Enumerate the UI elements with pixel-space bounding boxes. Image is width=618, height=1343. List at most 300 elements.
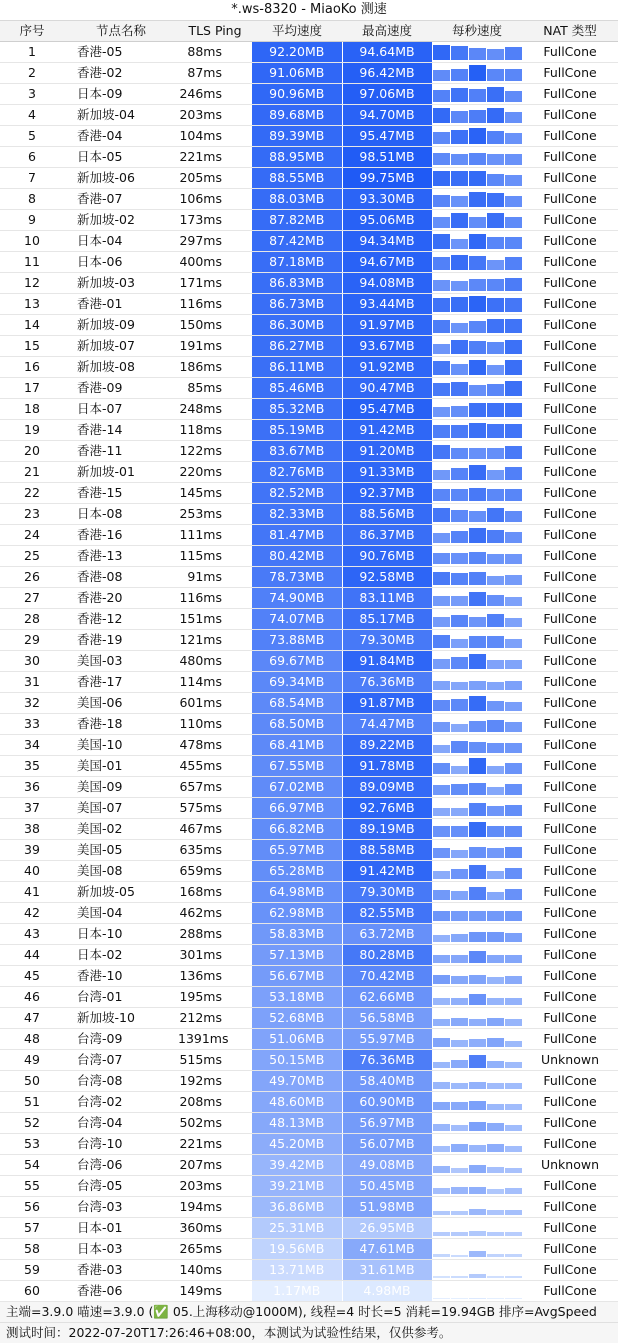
table-row[interactable]	[0, 1071, 618, 1092]
row-nat-type: FullCone	[522, 1092, 618, 1113]
table-row[interactable]	[0, 567, 618, 588]
per-second-bar	[487, 470, 505, 480]
per-second-bar	[469, 153, 487, 165]
row-index: 7	[0, 168, 64, 189]
row-nat-type: FullCone	[522, 294, 618, 315]
row-index: 19	[0, 420, 64, 441]
per-second-bar	[469, 1209, 487, 1215]
row-per-second-speed	[432, 777, 522, 798]
per-second-bar	[505, 217, 523, 228]
per-second-bar	[451, 657, 469, 669]
per-second-bar	[505, 784, 523, 795]
row-node-name: 美国-07	[64, 798, 178, 819]
table-row[interactable]	[0, 1134, 618, 1155]
row-max-speed: 91.20MB	[342, 441, 432, 462]
per-second-bar	[451, 891, 469, 900]
per-second-bar	[505, 91, 523, 102]
per-second-bar	[469, 592, 487, 606]
row-tls-ping: 151ms	[178, 609, 252, 630]
row-tls-ping: 253ms	[178, 504, 252, 525]
per-second-bar	[451, 1276, 469, 1278]
row-per-second-speed	[432, 273, 522, 294]
row-avg-speed: 74.90MB	[252, 588, 342, 609]
per-second-bar	[487, 174, 505, 186]
per-second-bar	[487, 636, 505, 648]
table-row[interactable]	[0, 1113, 618, 1134]
table-row[interactable]	[0, 1050, 618, 1071]
row-per-second-speed	[432, 819, 522, 840]
row-max-speed: 79.30MB	[342, 882, 432, 903]
per-second-bar	[433, 171, 451, 186]
row-tls-ping: 195ms	[178, 987, 252, 1008]
per-second-bar	[505, 112, 523, 123]
per-second-bar	[487, 955, 505, 963]
row-index: 48	[0, 1029, 64, 1050]
row-max-speed: 56.07MB	[342, 1134, 432, 1155]
row-node-name: 日本-09	[64, 84, 178, 105]
table-row[interactable]	[0, 672, 618, 693]
per-second-bar	[469, 721, 487, 732]
row-per-second-speed	[432, 945, 522, 966]
table-row[interactable]	[0, 231, 618, 252]
table-row[interactable]	[0, 987, 618, 1008]
row-max-speed: 91.87MB	[342, 693, 432, 714]
row-tls-ping: 220ms	[178, 462, 252, 483]
per-second-bar	[469, 171, 487, 186]
per-second-bar	[487, 319, 505, 333]
row-node-name: 新加坡-10	[64, 1008, 178, 1029]
row-nat-type: FullCone	[522, 105, 618, 126]
per-second-bar	[433, 745, 451, 753]
row-max-speed: 94.64MB	[342, 42, 432, 63]
table-row[interactable]	[0, 693, 618, 714]
row-node-name: 台湾-07	[64, 1050, 178, 1071]
per-second-bar	[487, 614, 505, 627]
per-second-bar	[451, 239, 469, 249]
table-row[interactable]	[0, 147, 618, 168]
row-index: 55	[0, 1176, 64, 1197]
row-tls-ping: 265ms	[178, 1239, 252, 1260]
per-second-bar	[487, 1144, 505, 1152]
table-row[interactable]	[0, 588, 618, 609]
per-second-bar	[487, 848, 505, 858]
row-node-name: 台湾-01	[64, 987, 178, 1008]
row-per-second-speed	[432, 840, 522, 861]
per-second-bar	[469, 1231, 487, 1236]
table-row[interactable]	[0, 882, 618, 903]
col-header-nat-type[interactable]: NAT 类型	[522, 21, 618, 42]
row-index: 6	[0, 147, 64, 168]
row-tls-ping: 659ms	[178, 861, 252, 882]
row-tls-ping: 207ms	[178, 1155, 252, 1176]
table-row[interactable]	[0, 714, 618, 735]
row-node-name: 香港-20	[64, 588, 178, 609]
table-row[interactable]	[0, 525, 618, 546]
row-node-name: 美国-10	[64, 735, 178, 756]
per-second-bar	[433, 234, 451, 249]
row-tls-ping: 136ms	[178, 966, 252, 987]
row-per-second-speed	[432, 357, 522, 378]
per-second-bar	[433, 1146, 451, 1152]
row-node-name: 美国-06	[64, 693, 178, 714]
row-nat-type: FullCone	[522, 966, 618, 987]
table-row[interactable]	[0, 1239, 618, 1260]
table-row[interactable]	[0, 1029, 618, 1050]
table-row[interactable]	[0, 903, 618, 924]
row-nat-type: FullCone	[522, 1239, 618, 1260]
row-max-speed: 82.55MB	[342, 903, 432, 924]
table-row[interactable]	[0, 462, 618, 483]
row-max-speed: 95.47MB	[342, 399, 432, 420]
table-row[interactable]	[0, 294, 618, 315]
row-nat-type: FullCone	[522, 126, 618, 147]
row-avg-speed: 83.67MB	[252, 441, 342, 462]
row-per-second-speed	[432, 1239, 522, 1260]
row-node-name: 香港-03	[64, 1260, 178, 1281]
col-header-max-speed[interactable]: 最高速度	[342, 21, 432, 42]
row-per-second-speed	[432, 1008, 522, 1029]
per-second-bar	[505, 1298, 523, 1299]
row-index: 37	[0, 798, 64, 819]
row-per-second-speed	[432, 231, 522, 252]
row-node-name: 香港-12	[64, 609, 178, 630]
per-second-bar	[469, 1274, 487, 1278]
per-second-bar	[469, 48, 487, 60]
per-second-bar	[451, 69, 469, 82]
row-index: 33	[0, 714, 64, 735]
table-row[interactable]	[0, 357, 618, 378]
per-second-bar	[505, 278, 523, 291]
row-avg-speed: 88.95MB	[252, 147, 342, 168]
table-row[interactable]	[0, 420, 618, 441]
per-second-bar	[451, 510, 469, 522]
table-row[interactable]	[0, 840, 618, 861]
row-tls-ping: 601ms	[178, 693, 252, 714]
row-tls-ping: 85ms	[178, 378, 252, 399]
table-row[interactable]	[0, 1155, 618, 1176]
table-row[interactable]	[0, 756, 618, 777]
row-nat-type: FullCone	[522, 924, 618, 945]
table-row[interactable]	[0, 609, 618, 630]
row-node-name: 日本-03	[64, 1239, 178, 1260]
table-row[interactable]	[0, 630, 618, 651]
row-max-speed: 97.06MB	[342, 84, 432, 105]
row-node-name: 美国-01	[64, 756, 178, 777]
table-row[interactable]	[0, 945, 618, 966]
row-avg-speed: 50.15MB	[252, 1050, 342, 1071]
table-row[interactable]	[0, 735, 618, 756]
table-row[interactable]	[0, 924, 618, 945]
table-row[interactable]	[0, 84, 618, 105]
per-second-bar	[451, 1018, 469, 1026]
row-avg-speed: 45.20MB	[252, 1134, 342, 1155]
table-row[interactable]	[0, 861, 618, 882]
table-row[interactable]	[0, 1218, 618, 1239]
per-second-bar	[505, 976, 523, 984]
per-second-bar	[505, 1210, 523, 1215]
table-row[interactable]	[0, 966, 618, 987]
per-second-bar	[433, 132, 451, 144]
per-second-bar	[505, 722, 523, 732]
per-second-bar	[469, 742, 487, 753]
row-tls-ping: 400ms	[178, 252, 252, 273]
speedtest-table	[0, 21, 618, 1302]
per-second-bar	[433, 383, 451, 397]
table-row[interactable]	[0, 504, 618, 525]
row-node-name: 香港-09	[64, 378, 178, 399]
per-second-bar	[487, 131, 505, 144]
row-index: 14	[0, 315, 64, 336]
row-avg-speed: 64.98MB	[252, 882, 342, 903]
row-nat-type: FullCone	[522, 840, 618, 861]
per-second-bar	[433, 1232, 451, 1236]
row-index: 60	[0, 1281, 64, 1302]
row-avg-speed: 66.82MB	[252, 819, 342, 840]
row-avg-speed: 89.39MB	[252, 126, 342, 147]
row-tls-ping: 191ms	[178, 336, 252, 357]
table-row[interactable]	[0, 168, 618, 189]
per-second-bar	[469, 488, 487, 501]
row-nat-type: FullCone	[522, 357, 618, 378]
per-second-bar	[469, 65, 487, 81]
row-per-second-speed	[432, 1134, 522, 1155]
row-nat-type: FullCone	[522, 483, 618, 504]
per-second-bar	[505, 597, 523, 606]
table-row[interactable]	[0, 1197, 618, 1218]
per-second-bar	[451, 682, 469, 690]
table-row[interactable]	[0, 798, 618, 819]
col-header-avg-speed[interactable]: 平均速度	[252, 21, 342, 42]
row-per-second-speed	[432, 105, 522, 126]
per-second-bar	[451, 699, 469, 711]
row-node-name: 香港-18	[64, 714, 178, 735]
per-second-bar	[487, 108, 505, 123]
per-second-bar	[469, 341, 487, 354]
row-node-name: 台湾-10	[64, 1134, 178, 1155]
per-second-bar	[469, 803, 487, 816]
per-second-bar	[505, 1276, 523, 1278]
table-row[interactable]	[0, 399, 618, 420]
per-second-bar	[451, 741, 469, 753]
row-nat-type: FullCone	[522, 1008, 618, 1029]
row-index: 3	[0, 84, 64, 105]
table-row[interactable]	[0, 819, 618, 840]
row-max-speed: 51.98MB	[342, 1197, 432, 1218]
col-header-tls-ping[interactable]: TLS Ping	[178, 21, 252, 42]
row-tls-ping: 104ms	[178, 126, 252, 147]
table-row[interactable]	[0, 441, 618, 462]
per-second-bar	[487, 1167, 505, 1173]
per-second-bar	[433, 826, 451, 837]
per-second-bar	[451, 596, 469, 606]
row-max-speed: 94.70MB	[342, 105, 432, 126]
row-per-second-speed	[432, 420, 522, 441]
table-row[interactable]	[0, 63, 618, 84]
row-nat-type: FullCone	[522, 315, 618, 336]
row-avg-speed: 48.60MB	[252, 1092, 342, 1113]
row-index: 13	[0, 294, 64, 315]
row-nat-type: FullCone	[522, 861, 618, 882]
table-row[interactable]	[0, 126, 618, 147]
table-row[interactable]	[0, 483, 618, 504]
per-second-bar	[469, 617, 487, 627]
table-row[interactable]	[0, 777, 618, 798]
row-index: 46	[0, 987, 64, 1008]
per-second-bar	[433, 617, 451, 627]
row-max-speed: 94.08MB	[342, 273, 432, 294]
table-row[interactable]	[0, 273, 618, 294]
row-tls-ping: 118ms	[178, 420, 252, 441]
row-index: 34	[0, 735, 64, 756]
row-node-name: 台湾-06	[64, 1155, 178, 1176]
per-second-bar	[433, 1038, 451, 1047]
col-header-node-name[interactable]: 节点名称	[64, 21, 178, 42]
table-row[interactable]	[0, 546, 618, 567]
row-max-speed: 91.92MB	[342, 357, 432, 378]
row-tls-ping: 575ms	[178, 798, 252, 819]
row-max-speed: 88.58MB	[342, 840, 432, 861]
row-nat-type: FullCone	[522, 504, 618, 525]
row-nat-type: FullCone	[522, 1260, 618, 1281]
table-row[interactable]	[0, 1281, 618, 1302]
row-avg-speed: 68.41MB	[252, 735, 342, 756]
per-second-bar	[505, 1168, 523, 1173]
row-tls-ping: 203ms	[178, 1176, 252, 1197]
row-max-speed: 90.76MB	[342, 546, 432, 567]
per-second-bar	[451, 448, 469, 459]
per-second-bar	[505, 257, 523, 270]
col-header-per-second-speed[interactable]: 每秒速度	[432, 21, 522, 42]
per-second-bar	[505, 319, 523, 333]
table-row[interactable]	[0, 42, 618, 63]
footer-summary: 主端=3.9.0 喵速=3.9.0 (✅ 05.上海移动@1000M), 线程=4 时长=5 消耗=19.94GB 排序=AvgSpeed	[0, 1302, 618, 1322]
per-second-bar	[451, 808, 469, 816]
row-nat-type: FullCone	[522, 693, 618, 714]
per-second-bar	[451, 1211, 469, 1215]
row-index: 44	[0, 945, 64, 966]
row-nat-type: FullCone	[522, 987, 618, 1008]
row-max-speed: 93.30MB	[342, 189, 432, 210]
row-max-speed: 93.67MB	[342, 336, 432, 357]
table-row[interactable]	[0, 336, 618, 357]
row-nat-type: FullCone	[522, 462, 618, 483]
row-tls-ping: 1391ms	[178, 1029, 252, 1050]
per-second-bar	[505, 298, 523, 312]
table-row[interactable]	[0, 1092, 618, 1113]
col-header-index[interactable]: 序号	[0, 21, 64, 42]
table-row[interactable]	[0, 252, 618, 273]
per-second-bar	[487, 365, 505, 375]
row-tls-ping: 168ms	[178, 882, 252, 903]
per-second-bar	[433, 596, 451, 606]
per-second-bar	[505, 1083, 523, 1089]
row-index: 53	[0, 1134, 64, 1155]
row-nat-type: FullCone	[522, 63, 618, 84]
row-max-speed: 89.09MB	[342, 777, 432, 798]
row-max-speed: 91.42MB	[342, 420, 432, 441]
per-second-bar	[433, 1254, 451, 1257]
row-node-name: 台湾-02	[64, 1092, 178, 1113]
per-second-bar	[469, 552, 487, 564]
per-second-bar	[433, 45, 451, 60]
row-avg-speed: 39.42MB	[252, 1155, 342, 1176]
per-second-bar	[451, 1102, 469, 1110]
row-max-speed: 76.36MB	[342, 672, 432, 693]
row-tls-ping: 515ms	[178, 1050, 252, 1071]
row-max-speed: 92.76MB	[342, 798, 432, 819]
row-node-name: 香港-15	[64, 483, 178, 504]
table-row[interactable]	[0, 105, 618, 126]
per-second-bar	[487, 892, 505, 900]
per-second-bar	[451, 1168, 469, 1173]
row-per-second-speed	[432, 588, 522, 609]
row-per-second-speed	[432, 987, 522, 1008]
table-row[interactable]	[0, 1260, 618, 1281]
per-second-bar	[433, 763, 451, 774]
row-per-second-speed	[432, 966, 522, 987]
per-second-bar	[451, 976, 469, 984]
per-second-bar	[451, 1187, 469, 1194]
row-node-name: 新加坡-04	[64, 105, 178, 126]
table-row[interactable]	[0, 651, 618, 672]
per-second-bar	[451, 1060, 469, 1068]
per-second-bar	[469, 572, 487, 585]
table-row[interactable]	[0, 1008, 618, 1029]
row-per-second-speed	[432, 483, 522, 504]
per-second-bar	[469, 256, 487, 270]
row-node-name: 香港-17	[64, 672, 178, 693]
row-per-second-speed	[432, 126, 522, 147]
per-second-bar	[505, 826, 523, 837]
per-second-bar	[487, 424, 505, 438]
per-second-bar	[505, 532, 523, 543]
per-second-bar	[433, 1276, 451, 1278]
per-second-bar	[451, 323, 469, 333]
per-second-bar	[451, 1125, 469, 1131]
per-second-bar	[433, 470, 451, 480]
row-index: 26	[0, 567, 64, 588]
row-tls-ping: 467ms	[178, 819, 252, 840]
table-row[interactable]	[0, 315, 618, 336]
row-tls-ping: 297ms	[178, 231, 252, 252]
row-max-speed: 55.97MB	[342, 1029, 432, 1050]
table-row[interactable]	[0, 189, 618, 210]
per-second-bar	[505, 360, 523, 375]
per-second-bar	[505, 681, 523, 690]
row-tls-ping: 248ms	[178, 399, 252, 420]
table-row[interactable]	[0, 210, 618, 231]
per-second-bar	[487, 998, 505, 1005]
table-row[interactable]	[0, 1176, 618, 1197]
per-second-bar	[433, 489, 451, 501]
per-second-bar	[469, 696, 487, 711]
row-avg-speed: 82.76MB	[252, 462, 342, 483]
row-nat-type: FullCone	[522, 1197, 618, 1218]
table-row[interactable]	[0, 378, 618, 399]
per-second-bar	[451, 364, 469, 375]
per-second-bar	[451, 934, 469, 942]
row-max-speed: 50.45MB	[342, 1176, 432, 1197]
per-second-bar	[451, 869, 469, 879]
row-avg-speed: 87.42MB	[252, 231, 342, 252]
row-max-speed: 83.11MB	[342, 588, 432, 609]
row-nat-type: FullCone	[522, 1029, 618, 1050]
row-avg-speed: 57.13MB	[252, 945, 342, 966]
row-avg-speed: 88.55MB	[252, 168, 342, 189]
per-second-bar	[469, 448, 487, 459]
row-tls-ping: 212ms	[178, 1008, 252, 1029]
row-avg-speed: 58.83MB	[252, 924, 342, 945]
